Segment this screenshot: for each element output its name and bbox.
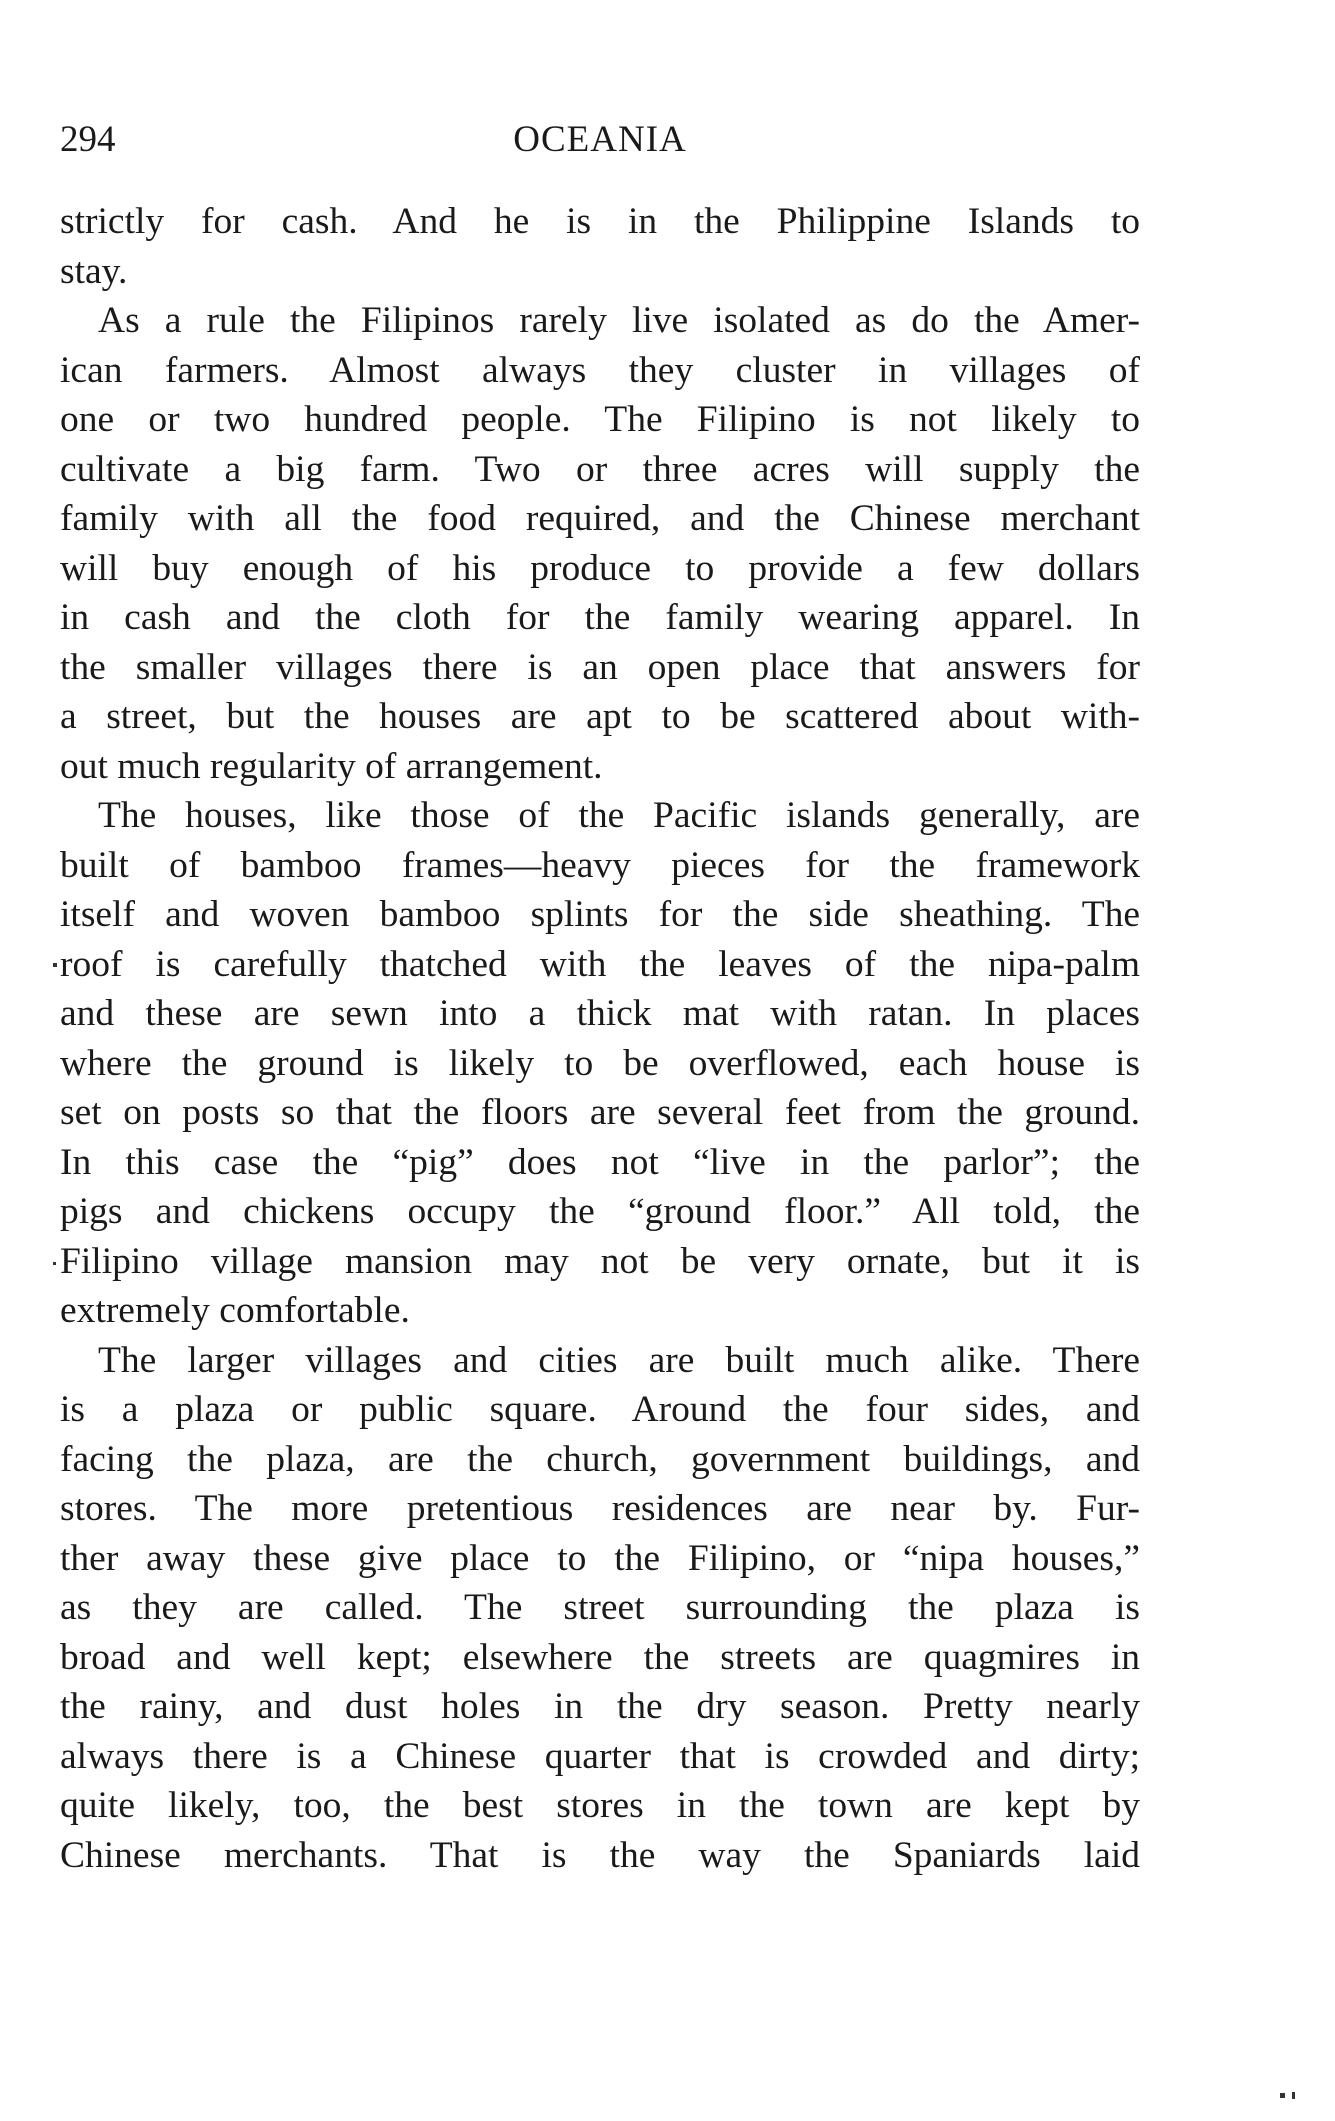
text-line: will buy enough of his produce to provide a few dollars: [60, 547, 1140, 589]
scan-speck: [1292, 2092, 1295, 2099]
text-line: strictly for cash. And he is in the Philippine Islands to: [60, 201, 1140, 242]
text-line: always there is a Chinese quarter that is crowded and dirty;: [60, 1735, 1140, 1777]
text-line: ican farmers. Almost always they cluster in villages of: [60, 349, 1140, 391]
text-line: Chinese merchants. That is the way the Spaniards laid: [60, 1834, 1140, 1876]
running-title: OCEANIA: [513, 119, 687, 160]
text-line: pigs and chickens occupy the “ground floor.” All told, the: [60, 1191, 1140, 1232]
text-line: the rainy, and dust holes in the dry season. Pretty nearly: [60, 1686, 1140, 1727]
text-line: quite likely, too, the best stores in the town are kept by: [60, 1785, 1140, 1826]
paragraph: [60, 1336, 1140, 1881]
text-line: and these are sewn into a thick mat with ratan. In places: [60, 993, 1140, 1034]
paragraph: [60, 197, 1140, 296]
text-line: ther away these give place to the Filipino, or “nipa houses,”: [60, 1537, 1140, 1579]
paragraph: [60, 296, 1140, 791]
text-line: where the ground is likely to be overflowed, each house is: [60, 1042, 1140, 1084]
text-line: one or two hundred people. The Filipino is not likely to: [60, 399, 1140, 440]
text-line: roof is carefully thatched with the leaves of the nipa-palm: [60, 943, 1140, 985]
text-line: the smaller villages there is an open place that answers for: [60, 646, 1140, 688]
text-line: broad and well kept; elsewhere the streets are quagmires in: [60, 1636, 1140, 1678]
text-line: out much regularity of arrangement.: [60, 745, 603, 787]
scan-speck: [53, 1262, 56, 1265]
text-line: As a rule the Filipinos rarely live isolated as do the Amer-: [98, 300, 1140, 341]
scan-speck: [1280, 2093, 1285, 2098]
text-line: Filipino village mansion may not be very ornate, but it is: [60, 1240, 1140, 1282]
text-line: stay.: [60, 250, 128, 292]
text-line: set on posts so that the floors are several feet from the ground.: [60, 1092, 1140, 1133]
text-line: as they are called. The street surrounding the plaza is: [60, 1587, 1140, 1628]
text-line: family with all the food required, and the Chinese merchant: [60, 498, 1140, 539]
text-line: a street, but the houses are apt to be scattered about with-: [60, 696, 1140, 737]
text-line: itself and woven bamboo splints for the side sheathing. The: [60, 894, 1140, 935]
body-text: [60, 197, 1140, 1880]
text-line: built of bamboo frames—heavy pieces for the framework: [60, 844, 1140, 886]
text-line: The larger villages and cities are built much alike. There: [98, 1339, 1140, 1381]
text-line: The houses, like those of the Pacific islands generally, are: [98, 795, 1140, 836]
scan-speck: [53, 963, 57, 967]
text-line: stores. The more pretentious residences are near by. Fur-: [60, 1488, 1140, 1529]
running-head: [60, 118, 1140, 162]
text-line: extremely comfortable.: [60, 1290, 410, 1331]
text-line: facing the plaza, are the church, government buildings, and: [60, 1438, 1140, 1480]
paragraph: [60, 791, 1140, 1336]
text-line: In this case the “pig” does not “live in the parlor”; the: [60, 1141, 1140, 1183]
page-number: 294: [60, 119, 116, 160]
text-line: cultivate a big farm. Two or three acres will supply the: [60, 448, 1140, 490]
text-line: is a plaza or public square. Around the four sides, and: [60, 1389, 1140, 1430]
text-line: in cash and the cloth for the family wearing apparel. In: [60, 597, 1140, 638]
